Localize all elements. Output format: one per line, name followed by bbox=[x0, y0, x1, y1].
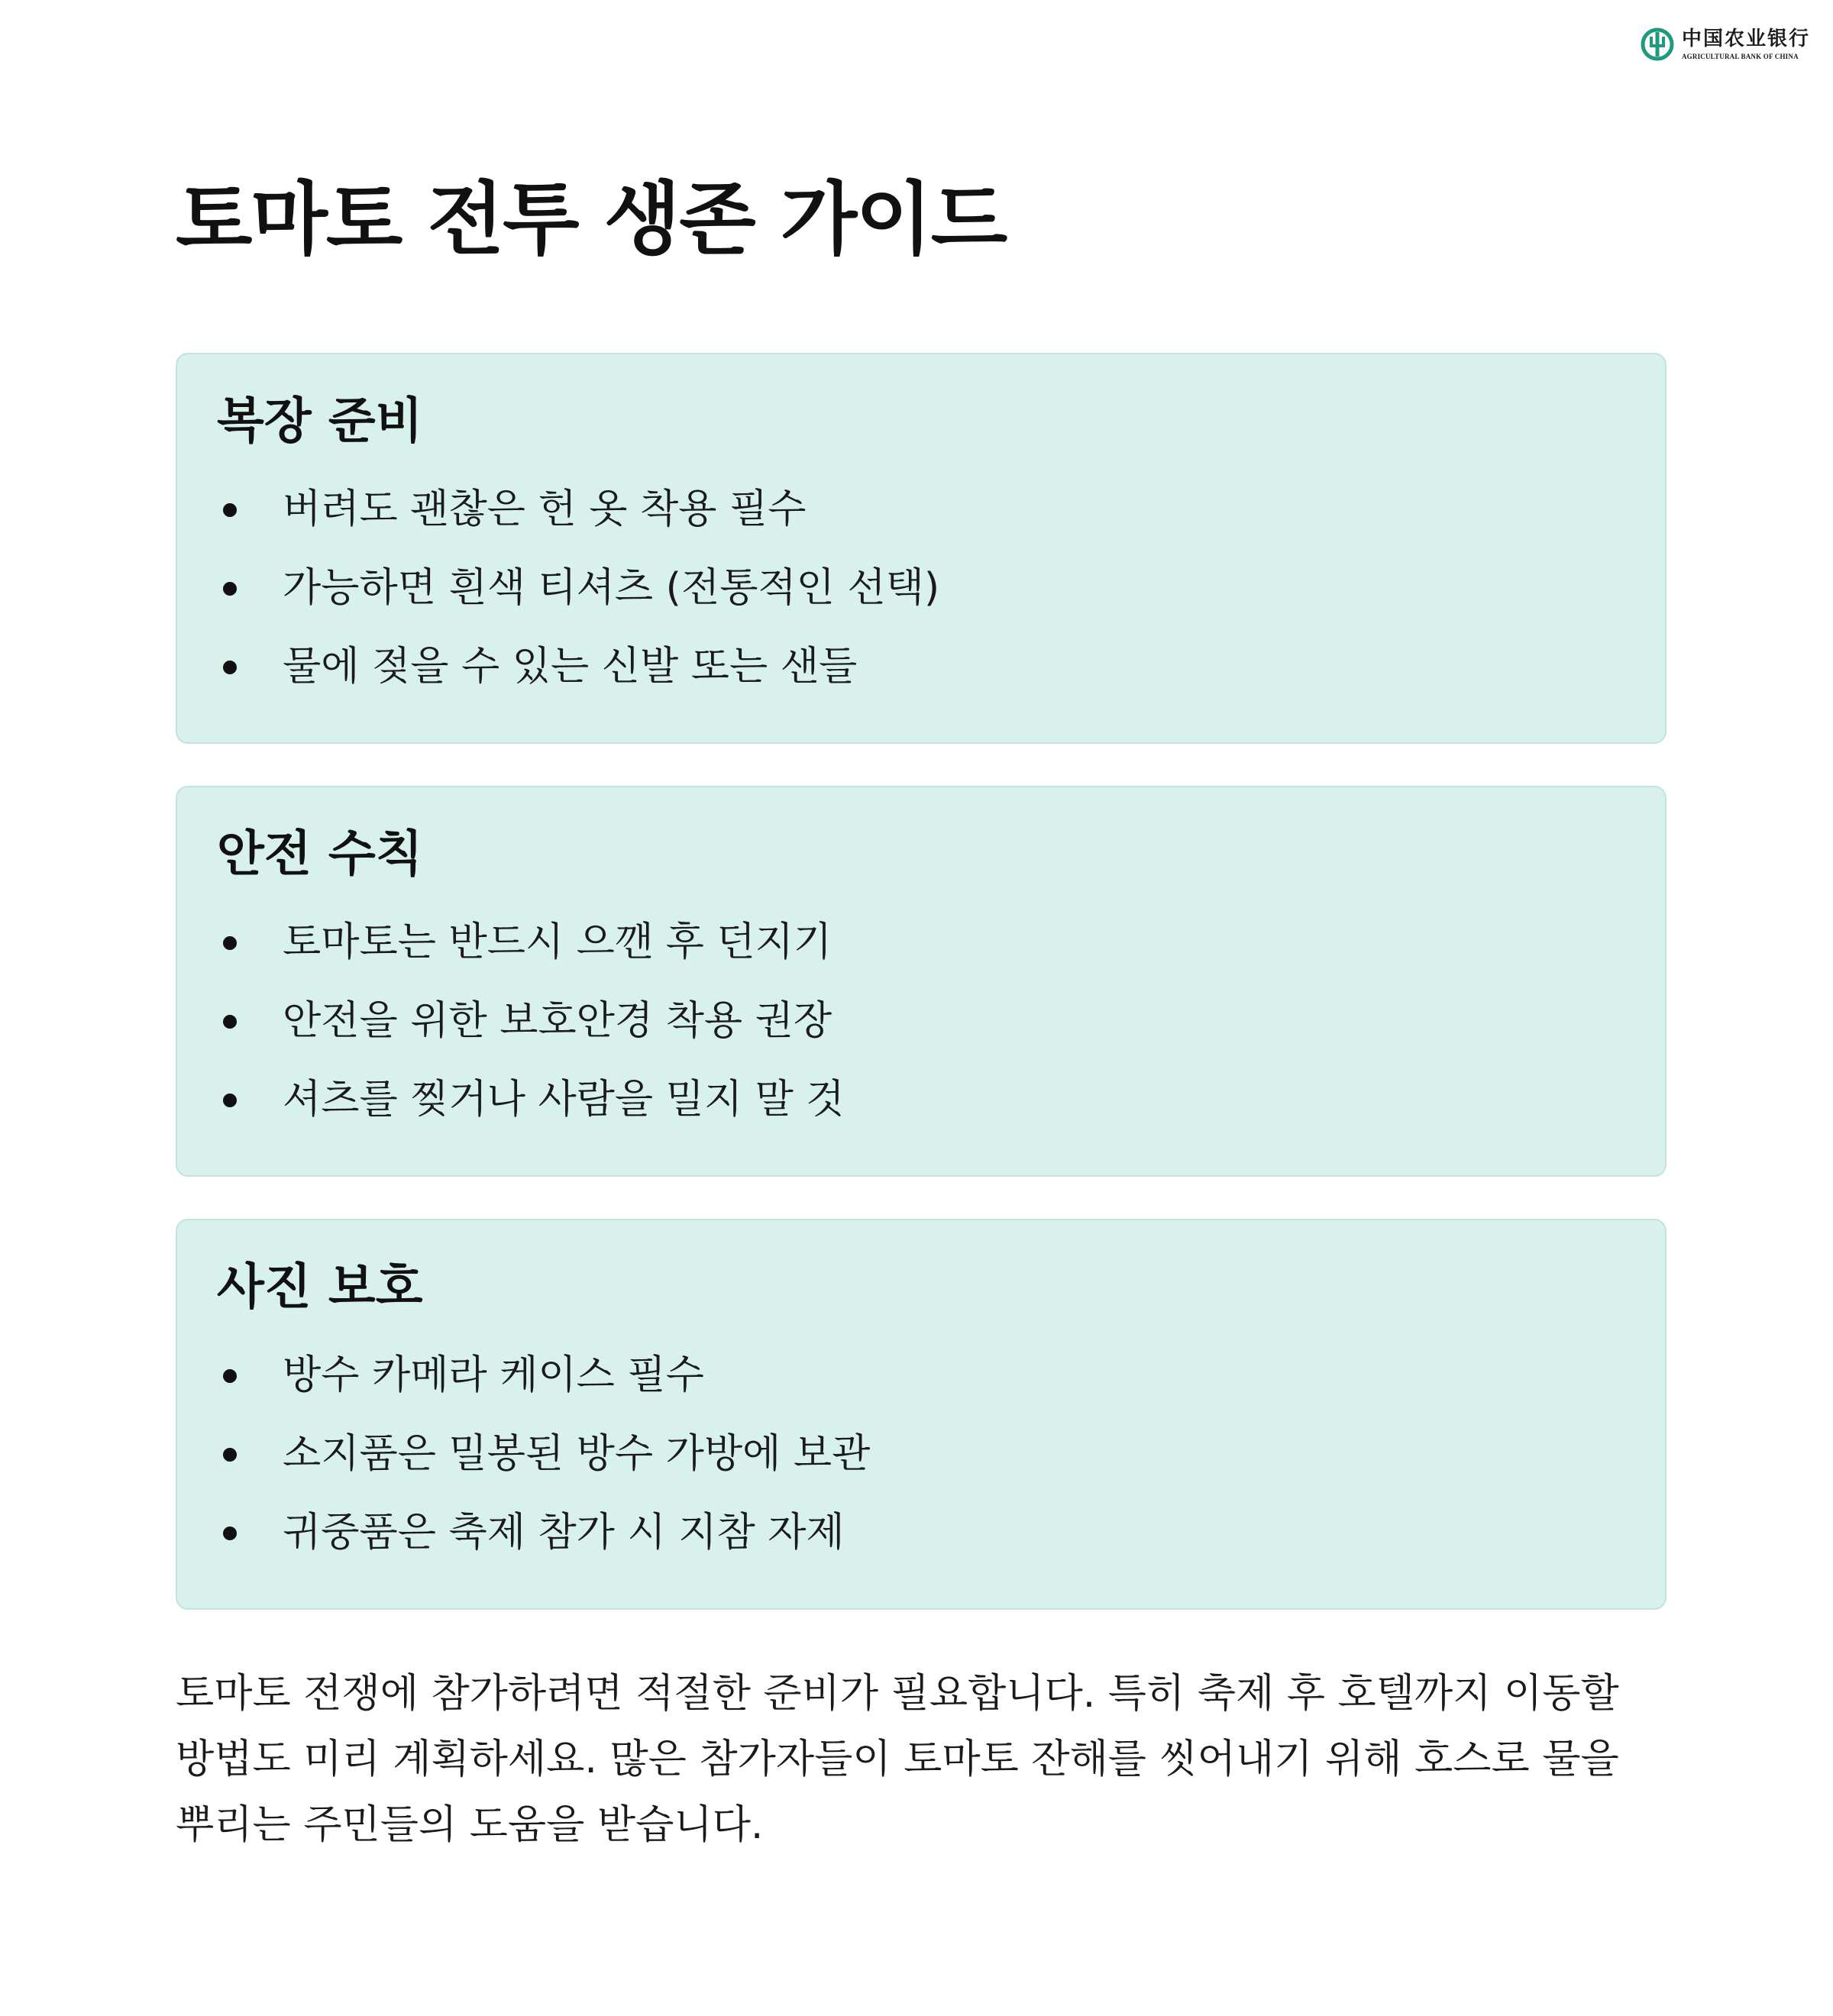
bullet-icon bbox=[223, 1448, 237, 1462]
list-item-text: 안전을 위한 보호안경 착용 권장 bbox=[283, 998, 832, 1044]
section-list bbox=[217, 903, 1627, 1139]
list-item bbox=[217, 903, 1627, 982]
bullet-icon bbox=[223, 1015, 237, 1029]
list-item-text: 셔츠를 찢거나 사람을 밀지 말 것 bbox=[283, 1077, 845, 1123]
bullet-icon bbox=[223, 582, 237, 596]
list-item bbox=[217, 470, 1627, 549]
bullet-icon bbox=[223, 1527, 237, 1540]
list-item bbox=[217, 549, 1627, 628]
list-item-text: 소지품은 밀봉된 방수 가방에 보관 bbox=[283, 1431, 871, 1477]
bank-logo bbox=[1641, 27, 1810, 61]
section-list bbox=[217, 1336, 1627, 1572]
section-list bbox=[217, 470, 1627, 706]
section-heading: 사진 보호 bbox=[217, 1259, 423, 1316]
list-item-text: 귀중품은 축제 참가 시 지참 자제 bbox=[283, 1510, 845, 1556]
bullet-icon bbox=[223, 661, 237, 674]
closing-paragraph: 토마토 전쟁에 참가하려면 적절한 준비가 필요합니다. 특히 축제 후 호텔까지 이동할 방법도 미리 계획하세요. 많은 참가자들이 토마토 잔해를 씻어내기 위해 호스로 물을 뿌리는 주민들의 도움을 받습니다. bbox=[176, 1671, 1619, 1848]
page-title: 토마토 전투 생존 가이드 bbox=[176, 173, 1007, 266]
bullet-icon bbox=[223, 1369, 237, 1383]
list-item-text: 버려도 괜찮은 헌 옷 착용 필수 bbox=[283, 486, 807, 532]
list-item bbox=[217, 628, 1627, 706]
list-item bbox=[217, 982, 1627, 1061]
section-card-clothing bbox=[176, 353, 1667, 744]
list-item-text: 가능하면 흰색 티셔츠 (전통적인 선택) bbox=[283, 565, 940, 611]
list-item-text: 방수 카메라 케이스 필수 bbox=[283, 1352, 704, 1398]
bullet-icon bbox=[223, 936, 237, 950]
list-item bbox=[217, 1415, 1627, 1494]
list-item-text: 물에 젖을 수 있는 신발 또는 샌들 bbox=[283, 644, 858, 690]
section-heading: 안전 수칙 bbox=[217, 826, 423, 883]
list-item bbox=[217, 1494, 1627, 1572]
bank-emblem-icon bbox=[1641, 27, 1674, 61]
list-item-text: 토마토는 반드시 으깬 후 던지기 bbox=[283, 919, 832, 965]
bank-wordmark bbox=[1682, 29, 1810, 60]
section-heading: 복장 준비 bbox=[217, 393, 423, 450]
bullet-icon bbox=[223, 503, 237, 517]
bank-name-chinese: 中国农业银行 bbox=[1681, 27, 1810, 50]
bank-name-english: AGRICULTURAL BANK OF CHINA bbox=[1681, 52, 1799, 60]
section-card-photo bbox=[176, 1219, 1667, 1610]
bullet-icon bbox=[223, 1094, 237, 1107]
list-item bbox=[217, 1061, 1627, 1139]
section-card-safety bbox=[176, 786, 1667, 1177]
list-item bbox=[217, 1336, 1627, 1415]
